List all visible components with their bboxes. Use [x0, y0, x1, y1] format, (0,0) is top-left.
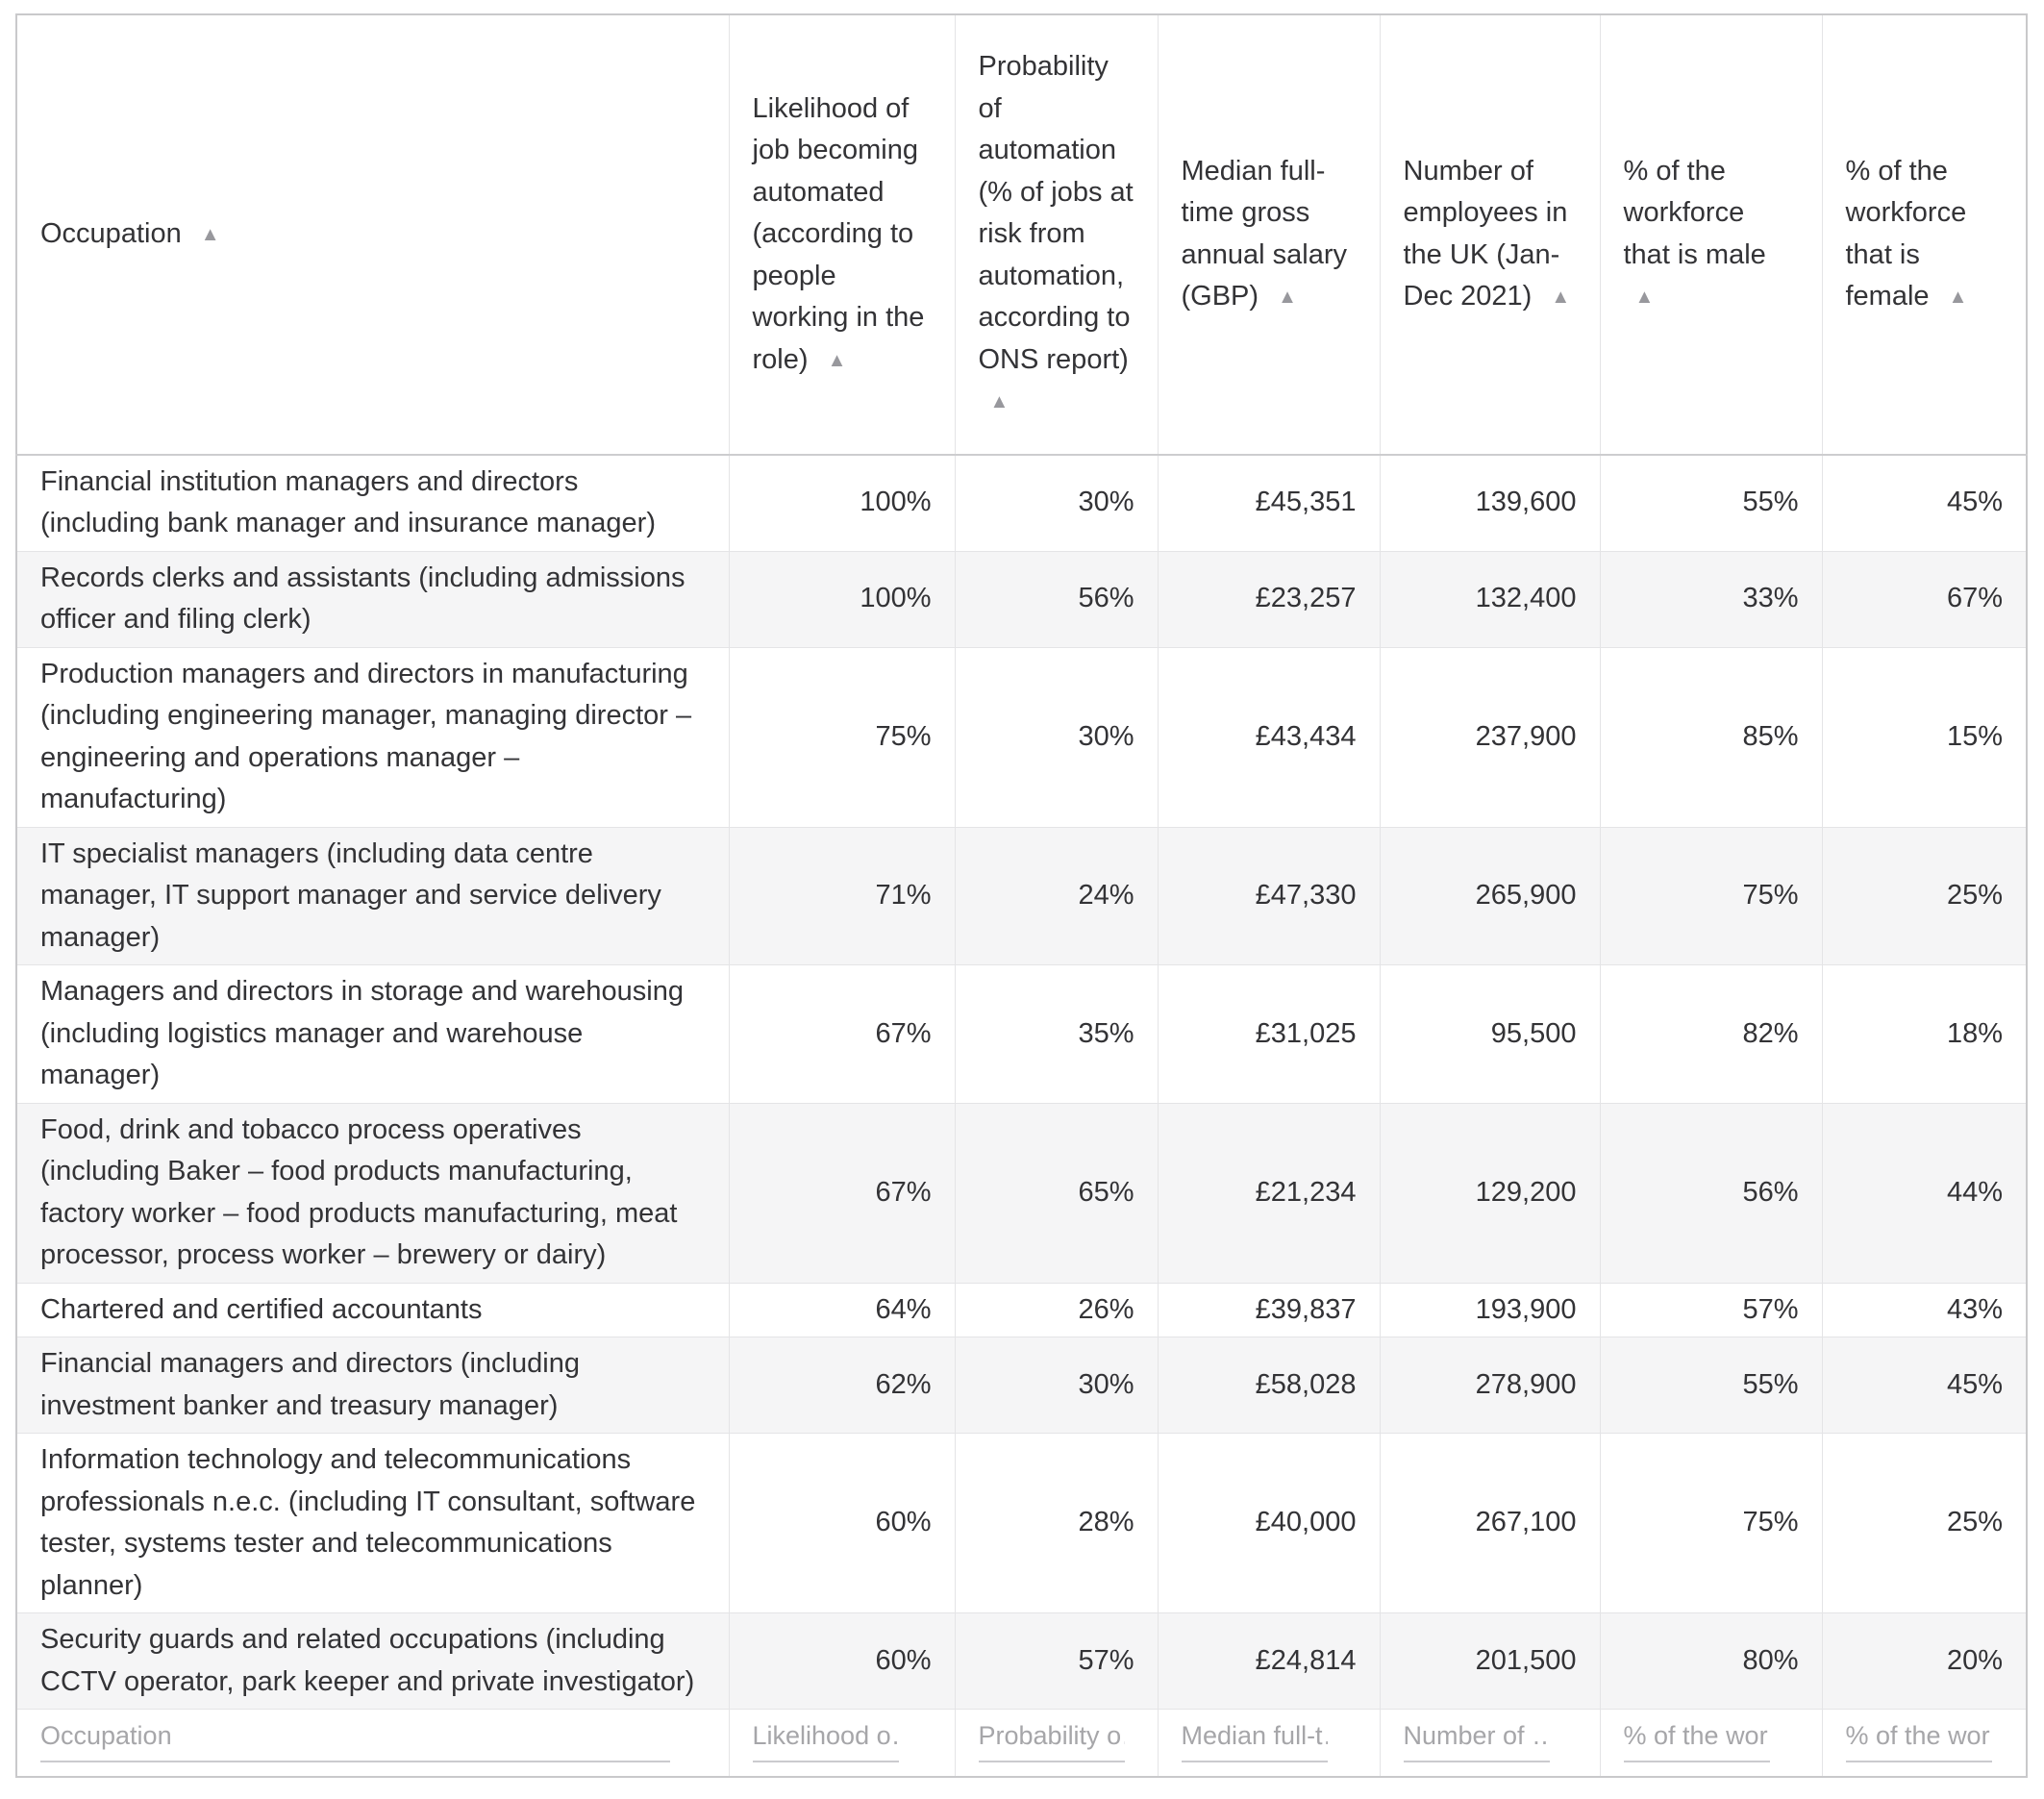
filter-input-male[interactable] — [1624, 1719, 1770, 1762]
cell-occupation: Managers and directors in storage and warehousing (including logistics manager and warehouse manager) — [16, 965, 729, 1104]
cell-female: 20% — [1822, 1613, 2027, 1710]
filter-input-employees[interactable] — [1404, 1719, 1550, 1762]
filter-input-salary[interactable] — [1182, 1719, 1328, 1762]
column-header-probability[interactable] — [955, 14, 1158, 455]
column-header-male[interactable] — [1600, 14, 1822, 455]
filter-cell-probability — [955, 1710, 1158, 1778]
cell-probability: 30% — [955, 455, 1158, 552]
table-row — [16, 551, 2027, 647]
sort-asc-icon[interactable]: ▲ — [827, 349, 847, 371]
cell-male: 57% — [1600, 1283, 1822, 1337]
cell-probability: 26% — [955, 1283, 1158, 1337]
cell-employees: 129,200 — [1380, 1103, 1600, 1283]
filter-cell-occupation — [16, 1710, 729, 1778]
cell-employees: 139,600 — [1380, 455, 1600, 552]
filter-input-occupation[interactable] — [40, 1719, 670, 1762]
table-row — [16, 1103, 2027, 1283]
cell-male: 85% — [1600, 647, 1822, 827]
cell-probability: 30% — [955, 647, 1158, 827]
sort-asc-icon[interactable]: ▲ — [989, 391, 1010, 412]
filter-input-likelihood[interactable] — [753, 1719, 899, 1762]
column-header-occupation[interactable] — [16, 14, 729, 455]
cell-likelihood: 67% — [729, 965, 955, 1104]
cell-likelihood: 60% — [729, 1434, 955, 1613]
cell-likelihood: 75% — [729, 647, 955, 827]
cell-employees: 278,900 — [1380, 1337, 1600, 1434]
cell-probability: 28% — [955, 1434, 1158, 1613]
filter-cell-female — [1822, 1710, 2027, 1778]
table-row — [16, 647, 2027, 827]
cell-salary: £43,434 — [1158, 647, 1380, 827]
cell-probability: 30% — [955, 1337, 1158, 1434]
cell-male: 55% — [1600, 455, 1822, 552]
sort-asc-icon[interactable]: ▲ — [1948, 287, 1968, 309]
filter-row — [16, 1710, 2027, 1778]
cell-salary: £47,330 — [1158, 827, 1380, 965]
cell-employees: 267,100 — [1380, 1434, 1600, 1613]
column-header-salary[interactable] — [1158, 14, 1380, 455]
cell-female: 18% — [1822, 965, 2027, 1104]
cell-occupation: Production managers and directors in manufacturing (including engineering manager, managing director – engineering and operations manager – manufacturing) — [16, 647, 729, 827]
cell-female: 25% — [1822, 827, 2027, 965]
cell-likelihood: 64% — [729, 1283, 955, 1337]
cell-employees: 95,500 — [1380, 965, 1600, 1104]
cell-occupation: Financial institution managers and directors (including bank manager and insurance manager) — [16, 455, 729, 552]
sort-asc-icon[interactable]: ▲ — [1634, 287, 1655, 309]
cell-probability: 57% — [955, 1613, 1158, 1710]
cell-salary: £40,000 — [1158, 1434, 1380, 1613]
column-header-occupation-label: Occupation — [40, 218, 182, 249]
sort-asc-icon[interactable]: ▲ — [1551, 287, 1571, 309]
table-row — [16, 965, 2027, 1104]
cell-male: 55% — [1600, 1337, 1822, 1434]
cell-female: 45% — [1822, 455, 2027, 552]
cell-occupation: Financial managers and directors (including investment banker and treasury manager) — [16, 1337, 729, 1434]
column-header-male-label: % of the workforce that is male — [1623, 155, 1766, 270]
cell-male: 80% — [1600, 1613, 1822, 1710]
column-header-employees[interactable] — [1380, 14, 1600, 455]
filter-input-probability[interactable] — [979, 1719, 1125, 1762]
cell-occupation: Information technology and telecommunications professionals n.e.c. (including IT consultant, software tester, systems tester and telecommunications planner) — [16, 1434, 729, 1613]
column-header-female-label: % of the workforce that is female — [1845, 155, 1967, 312]
cell-likelihood: 100% — [729, 551, 955, 647]
cell-salary: £39,837 — [1158, 1283, 1380, 1337]
cell-probability: 35% — [955, 965, 1158, 1104]
cell-probability: 24% — [955, 827, 1158, 965]
table-row — [16, 455, 2027, 552]
filter-input-female[interactable] — [1846, 1719, 1992, 1762]
table-row — [16, 1337, 2027, 1434]
table-row — [16, 1283, 2027, 1337]
cell-employees: 265,900 — [1380, 827, 1600, 965]
cell-salary: £24,814 — [1158, 1613, 1380, 1710]
automation-occupations-table — [15, 13, 2028, 1778]
table-row — [16, 827, 2027, 965]
filter-cell-employees — [1380, 1710, 1600, 1778]
cell-employees: 193,900 — [1380, 1283, 1600, 1337]
column-header-likelihood[interactable] — [729, 14, 955, 455]
filter-cell-likelihood — [729, 1710, 955, 1778]
cell-employees: 201,500 — [1380, 1613, 1600, 1710]
cell-female: 43% — [1822, 1283, 2027, 1337]
column-header-female[interactable] — [1822, 14, 2027, 455]
cell-male: 33% — [1600, 551, 1822, 647]
cell-occupation: Chartered and certified accountants — [16, 1283, 729, 1337]
cell-female: 15% — [1822, 647, 2027, 827]
cell-likelihood: 100% — [729, 455, 955, 552]
column-header-probability-label: Probability of automation (% of jobs at risk from automation, according to ONS report) — [978, 51, 1134, 375]
cell-occupation: Security guards and related occupations (including CCTV operator, park keeper and private investigator) — [16, 1613, 729, 1710]
cell-salary: £21,234 — [1158, 1103, 1380, 1283]
sort-asc-icon[interactable]: ▲ — [1278, 287, 1297, 309]
cell-female: 67% — [1822, 551, 2027, 647]
cell-male: 56% — [1600, 1103, 1822, 1283]
column-header-likelihood-label: Likelihood of job becoming automated (according to people working in the role) — [752, 92, 925, 375]
cell-salary: £58,028 — [1158, 1337, 1380, 1434]
cell-likelihood: 67% — [729, 1103, 955, 1283]
cell-female: 44% — [1822, 1103, 2027, 1283]
cell-occupation: IT specialist managers (including data centre manager, IT support manager and service delivery manager) — [16, 827, 729, 965]
cell-female: 25% — [1822, 1434, 2027, 1613]
cell-likelihood: 62% — [729, 1337, 955, 1434]
filter-cell-salary — [1158, 1710, 1380, 1778]
cell-salary: £23,257 — [1158, 551, 1380, 647]
cell-salary: £31,025 — [1158, 965, 1380, 1104]
header-row — [16, 14, 2027, 455]
sort-asc-icon[interactable]: ▲ — [200, 224, 220, 245]
cell-occupation: Records clerks and assistants (including admissions officer and filing clerk) — [16, 551, 729, 647]
cell-likelihood: 71% — [729, 827, 955, 965]
cell-probability: 56% — [955, 551, 1158, 647]
column-header-employees-label: Number of employees in the UK (Jan-Dec 2021) — [1403, 155, 1568, 312]
cell-male: 82% — [1600, 965, 1822, 1104]
cell-employees: 132,400 — [1380, 551, 1600, 647]
cell-salary: £45,351 — [1158, 455, 1380, 552]
cell-male: 75% — [1600, 1434, 1822, 1613]
filter-cell-male — [1600, 1710, 1822, 1778]
table-row — [16, 1434, 2027, 1613]
cell-likelihood: 60% — [729, 1613, 955, 1710]
column-header-salary-label: Median full-time gross annual salary (GBP) — [1181, 155, 1347, 312]
cell-probability: 65% — [955, 1103, 1158, 1283]
cell-male: 75% — [1600, 827, 1822, 965]
cell-female: 45% — [1822, 1337, 2027, 1434]
cell-occupation: Food, drink and tobacco process operatives (including Baker – food products manufacturing, factory worker – food products manufacturing, meat processor, process worker – brewery or dairy) — [16, 1103, 729, 1283]
cell-employees: 237,900 — [1380, 647, 1600, 827]
